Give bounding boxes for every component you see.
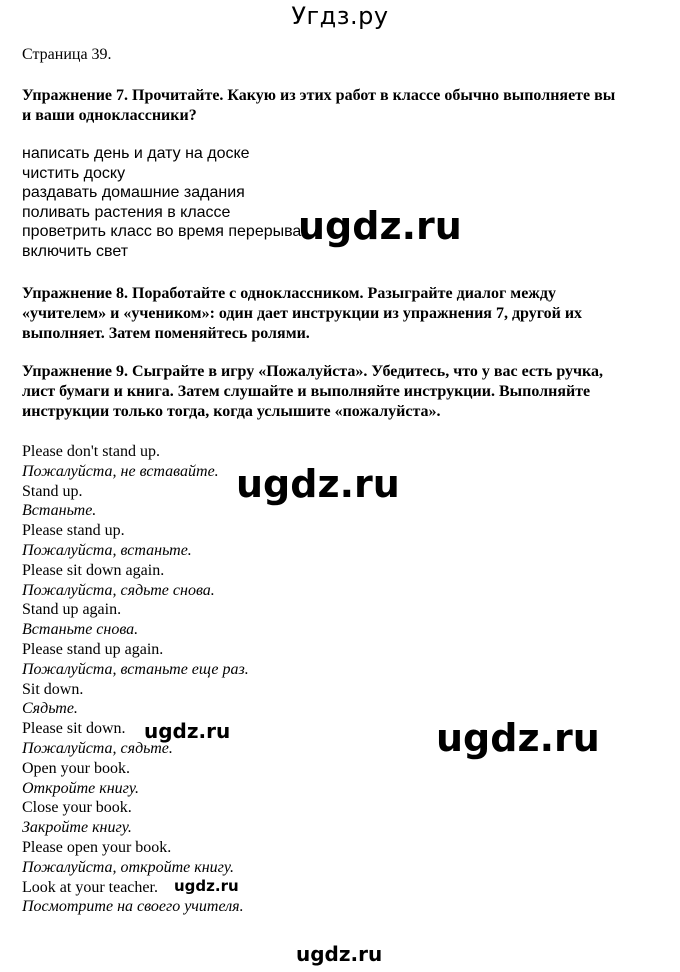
list-item: раздавать домашние задания	[22, 184, 245, 202]
watermark: ugdz.ru	[296, 942, 383, 966]
list-item: включить свет	[22, 242, 129, 260]
russian-line: Встаньте.	[22, 502, 97, 520]
russian-line: Посмотрите на своего учителя.	[22, 898, 244, 916]
russian-line: Закройте книгу.	[22, 819, 132, 837]
list-item: чистить доску	[22, 164, 126, 182]
site-title: Угдз.ру	[291, 2, 389, 30]
exercise-9-heading: Упражнение 9. Сыграйте в игру «Пожалуйста». Убедитесь, что у вас есть ручка, лист бумаги и книга. Затем слушайте и выполняйте инструкции. Выполняйте инструкции только тогда, когда услышите «пожалуйста».	[22, 363, 604, 420]
exercise-8-heading: Упражнение 8. Поработайте с одноклассником. Разыграйте диалог между «учителем» и «учеником»: один дает инструкции из упражнения 7, другой их выполняет. Затем поменяйтесь ролями.	[22, 285, 583, 342]
english-line: Sit down.	[22, 680, 84, 698]
english-line: Stand up.	[22, 482, 83, 500]
list-item: поливать растения в классе	[22, 203, 231, 221]
english-line: Please stand up.	[22, 522, 125, 540]
russian-line: Сядьте.	[22, 700, 78, 718]
watermark: ugdz.ru	[236, 462, 400, 506]
watermark: ugdz.ru	[174, 877, 239, 895]
russian-line: Откройте книгу.	[22, 779, 140, 797]
list-item: проветрить класс во время перерыва	[22, 223, 302, 241]
watermark: ugdz.ru	[144, 719, 231, 743]
watermark: ugdz.ru	[436, 716, 600, 760]
watermark: ugdz.ru	[298, 204, 462, 248]
english-line: Stand up again.	[22, 601, 122, 619]
english-line: Please sit down.	[22, 720, 126, 738]
english-line: Please open your book.	[22, 838, 172, 856]
exercise-9-lines	[22, 442, 249, 917]
english-line: Please sit down again.	[22, 561, 165, 579]
exercise-7-heading: Упражнение 7. Прочитайте. Какую из этих работ в классе обычно выполняете вы и ваши одноклассники?	[22, 87, 616, 124]
russian-line: Пожалуйста, встаньте еще раз.	[22, 660, 249, 678]
english-line: Please stand up again.	[22, 640, 164, 658]
english-line: Please don't stand up.	[22, 443, 160, 460]
english-line: Open your book.	[22, 759, 130, 777]
english-line: Close your book.	[22, 799, 132, 817]
russian-line: Пожалуйста, не вставайте.	[22, 462, 219, 480]
russian-line: Пожалуйста, сядьте снова.	[22, 581, 215, 599]
exercise-7-list	[22, 144, 301, 262]
russian-line: Встаньте снова.	[22, 621, 139, 639]
russian-line: Пожалуйста, сядьте.	[22, 739, 173, 757]
page-number-label: Страница 39.	[22, 46, 112, 63]
russian-line: Пожалуйста, встаньте.	[22, 541, 192, 559]
list-item: написать день и дату на доске	[22, 145, 250, 162]
english-line: Look at your teacher.	[22, 878, 158, 896]
russian-line: Пожалуйста, откройте книгу.	[22, 858, 234, 876]
